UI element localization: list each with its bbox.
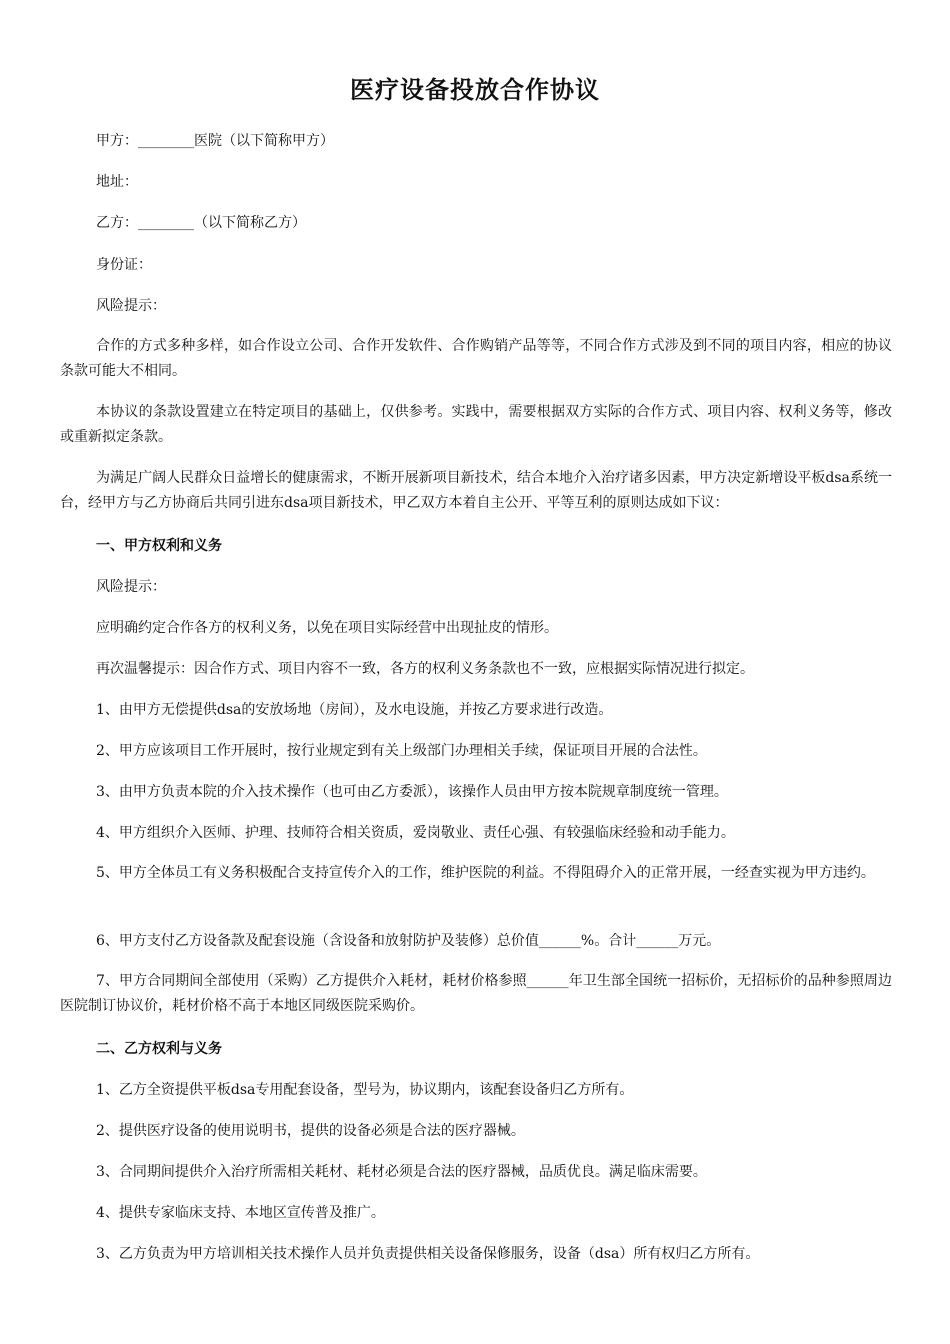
section-heading: 一、甲方权利和义务 <box>96 538 222 554</box>
clause-item: 3、由甲方负责本院的介入技术操作（也可由乙方委派），该操作人员由甲方按本院规章制度统一管理。 <box>96 784 728 800</box>
party-b-line: 乙方：________（以下简称乙方） <box>96 215 306 231</box>
clause-item: 6、甲方支付乙方设备款及配套设施（含设备和放射防护及装修）总价值______%。合计______万元。 <box>96 933 721 949</box>
clause-item: 3、合同期间提供介入治疗所需相关耗材、耗材必须是合法的医疗器械，品质优良。满足临床需要。 <box>96 1164 707 1180</box>
clause-item: 4、提供专家临床支持、本地区宣传普及推广。 <box>96 1205 385 1221</box>
address-line: 地址： <box>96 174 138 190</box>
risk-paragraph: 本协议的条款设置建立在特定项目的基础上，仅供参考。实践中，需要根据双方实际的合作方式、项目内容、权利义务等，修改或重新拟定条款。 <box>60 404 892 445</box>
clause-item: 1、乙方全资提供平板dsa专用配套设备，型号为，协议期内，该配套设备归乙方所有。 <box>96 1082 634 1098</box>
clause-item: 7、甲方合同期间全部使用（采购）乙方提供介入耗材，耗材价格参照______年卫生部全国统一招标价，无招标价的品种参照周边医院制订协议价，耗材价格不高于本地区同级医院采购价。 <box>60 973 892 1014</box>
intro-paragraph: 为满足广阔人民群众日益增长的健康需求，不断开展新项目新技术，结合本地介入治疗诸多因素，甲方决定新增设平板dsa系统一台，经甲方与乙方协商后共同引进东dsa项目新技术，甲乙双方本着自主公开、平等互利的原则达成如下议： <box>60 470 892 511</box>
party-a-line: 甲方：________医院（以下简称甲方） <box>96 133 334 149</box>
risk-paragraph: 合作的方式多种多样，如合作设立公司、合作开发软件、合作购销产品等等，不同合作方式涉及到不同的项目内容，相应的协议条款可能大不相同。 <box>60 338 892 379</box>
clause-item: 1、由甲方无偿提供dsa的安放场地（房间），及水电设施，并按乙方要求进行改造。 <box>96 702 613 718</box>
clause-item: 2、甲方应该项目工作开展时，按行业规定到有关上级部门办理相关手续，保证项目开展的合法性。 <box>96 743 707 759</box>
risk-label: 风险提示： <box>96 579 166 595</box>
note-line: 应明确约定合作各方的权利义务，以免在项目实际经营中出现扯皮的情形。 <box>96 620 558 636</box>
clause-item: 2、提供医疗设备的使用说明书，提供的设备必须是合法的医疗器械。 <box>96 1123 525 1139</box>
risk-label: 风险提示： <box>96 298 166 314</box>
section-heading: 二、乙方权利与义务 <box>96 1041 222 1057</box>
note-line: 再次温馨提示：因合作方式、项目内容不一致，各方的权利义务条款也不一致，应根据实际情况进行拟定。 <box>96 661 754 677</box>
document-title: 医疗设备投放合作协议 <box>350 76 600 104</box>
clause-item: 5、甲方全体员工有义务积极配合支持宣传介入的工作，维护医院的利益。不得阻碍介入的正常开展，一经查实视为甲方违约。 <box>96 865 875 881</box>
id-card-line: 身份证： <box>96 257 152 273</box>
clause-item: 4、甲方组织介入医师、护理、技师符合相关资质，爱岗敬业、责任心强、有较强临床经验和动手能力。 <box>96 825 735 841</box>
clause-item: 3、乙方负责为甲方培训相关技术操作人员并负责提供相关设备保修服务，设备（dsa）所有权归乙方所有。 <box>96 1246 760 1262</box>
